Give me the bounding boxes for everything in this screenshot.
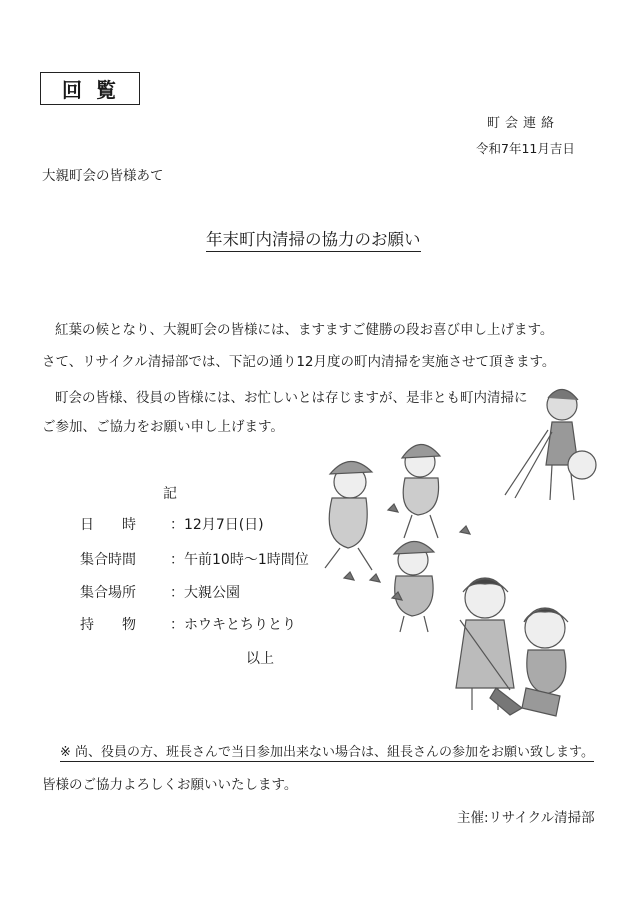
detail-label: 集合場所: [80, 585, 136, 601]
attendance-note: ※ 尚、役員の方、班長さんで当日参加出来ない場合は、組長さんの参加をお願い致します。: [60, 741, 594, 762]
detail-label: 日 時: [80, 517, 136, 533]
detail-value: ：ホウキとちりとり: [170, 617, 296, 633]
body-line: さて、リサイクル清掃部では、下記の通り12月度の町内清掃を実施させて頂きます。: [42, 354, 556, 370]
cleaning-volunteers-illustration: [300, 370, 605, 720]
detail-row-items: [80, 614, 296, 634]
document-title: 年末町内清掃の協力のお願い: [206, 226, 421, 252]
ki-heading: 記: [163, 486, 177, 502]
closing-line: 皆様のご協力よろしくお願いいたします。: [42, 777, 298, 793]
detail-label: 持 物: [80, 617, 136, 633]
detail-row-date: [80, 514, 264, 534]
addressee: 大親町会の皆様あて: [42, 168, 164, 184]
detail-value: ：大親公園: [170, 585, 240, 601]
detail-row-time: [80, 549, 309, 569]
circulation-stamp: 回覧: [40, 72, 140, 105]
body-line: ご参加、ご協力をお願い申し上げます。: [42, 419, 284, 435]
detail-value: ：午前10時〜1時間位: [170, 552, 309, 568]
organizer: 主催:リサイクル清掃部: [457, 810, 595, 826]
detail-row-place: [80, 582, 240, 602]
body-line: 町会の皆様、役員の皆様には、お忙しいとは存じますが、是非とも町内清掃に: [55, 390, 528, 406]
detail-value: ：12月7日(日): [170, 517, 264, 533]
issue-date: 令和7年11月吉日: [476, 141, 575, 156]
sender-label: 町会連絡: [487, 116, 560, 131]
body-line: 紅葉の候となり、大親町会の皆様には、ますますご健勝の段お喜び申し上げます。: [55, 322, 554, 338]
ijou-closing-mark: 以上: [246, 651, 274, 667]
detail-label: 集合時間: [80, 552, 136, 568]
